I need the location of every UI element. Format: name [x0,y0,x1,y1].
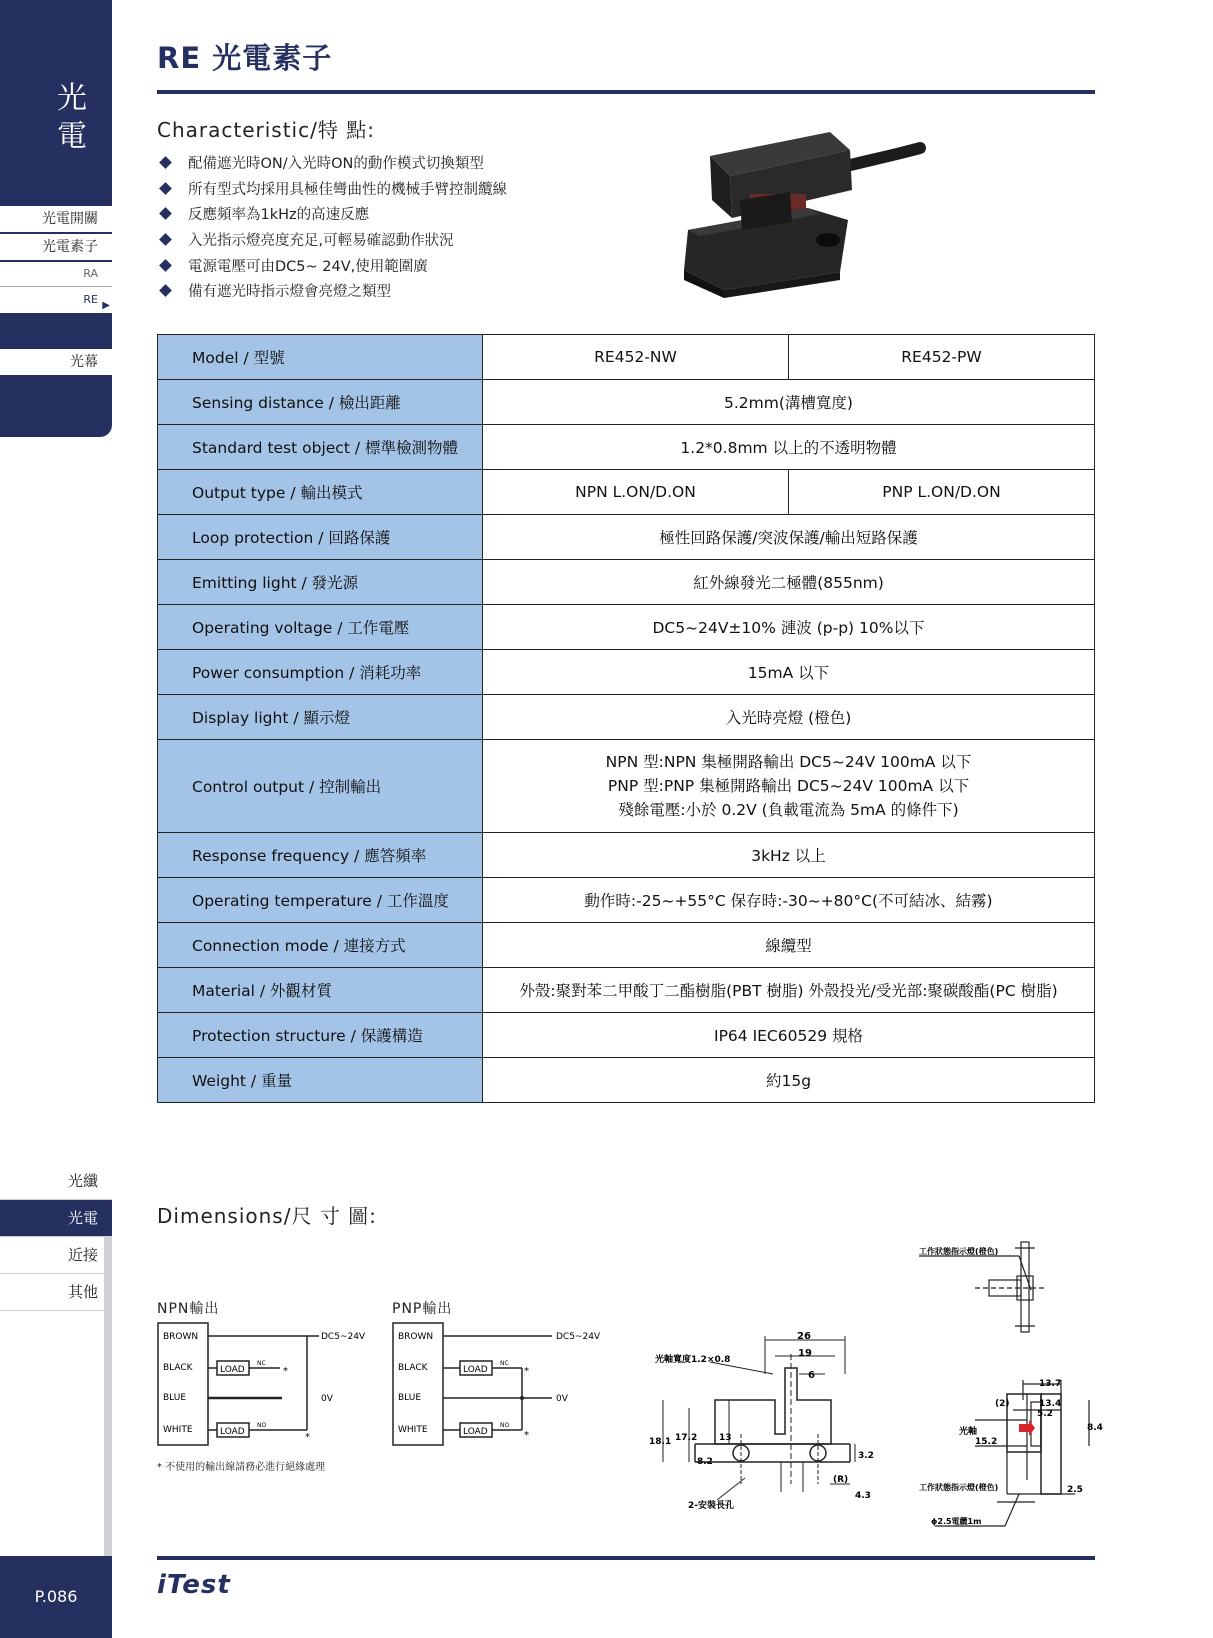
list-item [157,229,507,255]
arrow-right-icon: ▶ [102,300,110,311]
wiring-note: * 不使用的輸出線請務必進行絕緣處理 [157,1462,326,1473]
diamond-bullet-icon [159,156,172,169]
spec-label-connection: Connection mode / 連接方式 [158,923,483,968]
table-row [158,833,1095,878]
dimension-label: 18.1 [649,1437,672,1447]
sidebar-gray-strip [104,1236,112,1556]
feature-text: 備有遮光時指示燈會亮燈之類型 [188,284,391,301]
indicator-label: 工作狀態指示燈(橙色) [919,1483,999,1492]
spec-label-control: Control output / 控制輸出 [158,740,483,833]
feature-text: 配備遮光時ON/入光時ON的動作模式切換類型 [188,156,484,172]
star-label: * [524,1366,529,1377]
zero-volt-label: 0V [556,1394,568,1404]
table-row [158,923,1095,968]
control-line: 殘餘電壓:小於 0.2V (負載電流為 5mA 的條件下) [618,801,959,819]
front-dimension-drawing [649,1331,915,1522]
star-label: * [524,1430,529,1441]
sidebar-title-char-1: 光 [57,81,87,116]
sidebar-title-char-2: 電 [57,119,87,154]
npn-label: NPN輸出 [157,1301,220,1317]
spec-label-sensing: Sensing distance / 檢出距離 [158,380,483,425]
sidebar-item-light-curtain[interactable]: 光幕 [0,349,112,377]
table-row [158,515,1095,560]
nc-label: NC [500,1360,509,1367]
spec-label-output: Output type / 輸出模式 [158,470,483,515]
dimension-label: 13.4 [1039,1399,1062,1409]
pnp-label: PNP輸出 [392,1301,453,1317]
list-item [157,280,507,306]
sidebar-item-photoelectric[interactable]: 光電 [0,1200,112,1237]
spec-label-protection: Protection structure / 保護構造 [158,1013,483,1058]
dimension-label: 8.4 [1087,1423,1103,1433]
cable-label: ϕ2.5電纜1m [931,1517,982,1526]
footer-rule [157,1556,1095,1560]
table-row [158,968,1095,1013]
spec-model-b: RE452-PW [789,335,1095,380]
table-row [158,380,1095,425]
sidebar-nav [0,206,112,377]
diamond-bullet-icon [159,259,172,272]
sidebar-item-proximity[interactable]: 近接 [0,1237,112,1274]
axis-label: 光軸 [959,1427,978,1437]
load-label: LOAD [463,1365,488,1375]
dc-label: DC5~24V [556,1332,601,1342]
dimension-label: 2.5 [1067,1485,1083,1495]
diamond-bullet-icon [159,285,172,298]
control-line: PNP 型:PNP 集極開路輸出 DC5~24V 100mA 以下 [607,777,970,795]
no-label: NO [500,1422,510,1429]
wire-label: BLACK [163,1363,193,1373]
dimension-label: 4.3 [855,1491,871,1501]
sidebar-bottom-nav [0,1163,112,1311]
spec-label-display: Display light / 顯示燈 [158,695,483,740]
spec-output-b: PNP L.ON/D.ON [789,470,1095,515]
holes-label: 2-安裝長孔 [688,1501,734,1511]
sidebar-item-photoelectric-switch[interactable]: 光電開關 [0,206,112,234]
spec-value-temperature: 動作時:-25~+55°C 保存時:-30~+80°C(不可結冰、結霧) [483,878,1095,923]
spec-model-a: RE452-NW [483,335,789,380]
spec-value-control [483,740,1095,833]
sidebar-item-ra[interactable]: RA [0,262,112,287]
star-label: * [305,1432,310,1443]
table-row [158,560,1095,605]
dimension-label: 17.2 [675,1433,698,1443]
spec-value-display: 入光時亮燈 (橙色) [483,695,1095,740]
list-item [157,255,507,281]
table-row [158,335,1095,380]
load-label: LOAD [220,1427,245,1437]
spec-label-standard: Standard test object / 標準檢測物體 [158,425,483,470]
spec-value-power: 15mA 以下 [483,650,1095,695]
spec-output-a: NPN L.ON/D.ON [483,470,789,515]
spec-value-response: 3kHz 以上 [483,833,1095,878]
spec-label-loop: Loop protection / 回路保護 [158,515,483,560]
dimension-label: 13.7 [1039,1379,1062,1389]
product-image [680,120,940,300]
table-row [158,1013,1095,1058]
table-row [158,470,1095,515]
sidebar-item-re[interactable] [0,287,112,315]
diamond-bullet-icon [159,208,172,221]
list-item [157,152,507,178]
spec-value-protection: IP64 IEC60529 規格 [483,1013,1095,1058]
wire-label: BLUE [163,1393,187,1403]
sidebar-item-re-label: RE [83,293,98,306]
characteristic-heading: Characteristic/特 點: [157,118,375,142]
table-row [158,425,1095,470]
diamond-bullet-icon [159,233,172,246]
header-rule [157,90,1095,94]
feature-text: 入光指示燈亮度充足,可輕易確認動作狀況 [188,233,454,250]
spec-value-sensing: 5.2mm(溝槽寬度) [483,380,1095,425]
zero-volt-label: 0V [321,1394,333,1404]
spec-table [157,334,1095,1103]
sidebar-item-photoelectric-element[interactable]: 光電素子 [0,234,112,262]
npn-wiring-diagram [157,1322,377,1446]
spec-value-emitting: 紅外線發光二極體(855nm) [483,560,1095,605]
spec-value-material: 外殼:聚對苯二甲酸丁二酯樹脂(PBT 樹脂) 外殼投光/受光部:聚碳酸酯(PC 樹脂) [483,968,1095,1013]
wire-label: BROWN [398,1332,434,1342]
side-dimension-drawing [915,1240,1105,1540]
no-label: NO [257,1422,267,1429]
feature-list [157,152,507,306]
page-title: RE 光電素子 [157,41,333,75]
spec-value-weight: 約15g [483,1058,1095,1103]
dimension-label: 5.2 [1037,1409,1053,1419]
sidebar-title [52,80,92,156]
table-row [158,650,1095,695]
dimension-label: 13 [719,1433,732,1443]
diamond-bullet-icon [159,182,172,195]
feature-text: 電源電壓可由DC5~ 24V,使用範圍廣 [188,258,428,275]
dimension-label: 26 [797,1331,811,1342]
spec-label-response: Response frequency / 應答頻率 [158,833,483,878]
list-item [157,203,507,229]
wire-label: WHITE [163,1425,193,1435]
dimension-label: 6 [808,1370,815,1381]
wire-label: WHITE [398,1425,428,1435]
dimension-label: 19 [798,1348,812,1359]
feature-text: 反應頻率為1kHz的高速反應 [188,207,370,224]
load-label: LOAD [463,1427,488,1437]
spec-label-weight: Weight / 重量 [158,1058,483,1103]
dc-label: DC5~24V [321,1332,366,1342]
dimension-label: 3.2 [858,1451,874,1461]
table-row [158,740,1095,833]
spec-value-loop: 極性回路保護/突波保護/輸出短路保護 [483,515,1095,560]
spec-label-voltage: Operating voltage / 工作電壓 [158,605,483,650]
dimensions-heading: Dimensions/尺 寸 圖: [157,1204,377,1228]
dimension-label: 8.2 [697,1457,713,1467]
brand-logo: iTest [157,1570,231,1600]
control-line: NPN 型:NPN 集極開路輸出 DC5~24V 100mA 以下 [605,753,972,771]
dimension-label: (R) [833,1475,849,1485]
wire-label: BLUE [398,1393,422,1403]
feature-text: 所有型式均採用具極佳彎曲性的機械手臂控制纜線 [188,181,507,198]
table-row [158,695,1095,740]
spec-value-voltage: DC5~24V±10% 漣波 (p-p) 10%以下 [483,605,1095,650]
spec-value-standard: 1.2*0.8mm 以上的不透明物體 [483,425,1095,470]
wire-label: BROWN [163,1332,199,1342]
spec-label-model: Model / 型號 [158,335,483,380]
pnp-wiring-diagram [392,1322,612,1446]
spec-label-emitting: Emitting light / 發光源 [158,560,483,605]
dimension-label: (2) [995,1399,1010,1409]
slot-label: 光軸寬度1.2×0.8 [655,1355,731,1365]
page-number: P.086 [0,1556,112,1638]
star-label: * [283,1366,288,1377]
table-row [158,878,1095,923]
nc-label: NC [257,1360,266,1367]
sidebar-item-fiber[interactable]: 光纖 [0,1163,112,1200]
spec-label-temperature: Operating temperature / 工作溫度 [158,878,483,923]
table-row [158,605,1095,650]
spec-value-connection: 線纜型 [483,923,1095,968]
load-label: LOAD [220,1365,245,1375]
table-row [158,1058,1095,1103]
wire-label: BLACK [398,1363,428,1373]
indicator-label: 工作狀態指示燈(橙色) [919,1247,999,1256]
spec-label-power: Power consumption / 消耗功率 [158,650,483,695]
dimension-label: 15.2 [975,1437,998,1447]
spec-label-material: Material / 外觀材質 [158,968,483,1013]
list-item [157,178,507,204]
sidebar-item-other[interactable]: 其他 [0,1274,112,1311]
